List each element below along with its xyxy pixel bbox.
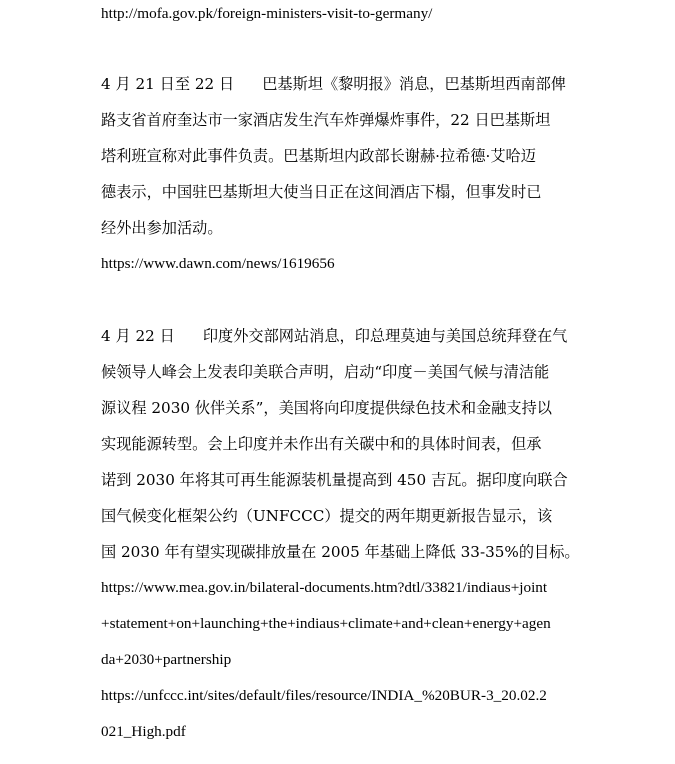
entry-2-line-6: 国气候变化框架公约（UNFCCC）提交的两年期更新报告显示，该 [101, 507, 553, 525]
source-link-mea-line-3[interactable]: da+2030+partnership [101, 651, 232, 668]
source-link-unfccc-line-2[interactable]: 021_High.pdf [101, 723, 186, 740]
source-link-mea-line-1[interactable]: https://www.mea.gov.in/bilateral-documents.htm?dtl/33821/indiaus+joint [101, 579, 548, 596]
entry-2-date: 4 月 22 日 [101, 327, 175, 345]
entry-2-line-3: 源议程 2030 伙伴关系”，美国将向印度提供绿色技术和金融支持以 [101, 399, 552, 417]
source-link-unfccc-line-1[interactable]: https://unfccc.int/sites/default/files/resource/INDIA_%20BUR-3_20.02.2 [101, 687, 547, 704]
entry-2-line-4: 实现能源转型。会上印度并未作出有关碳中和的具体时间表，但承 [101, 435, 542, 453]
entry-1-line-4: 德表示，中国驻巴基斯坦大使当日正在这间酒店下榻，但事发时已 [101, 183, 542, 201]
entry-2-line-7: 国 2030 年有望实现碳排放量在 2005 年基础上降低 33-35%的目标。 [101, 543, 580, 561]
source-link-dawn[interactable]: https://www.dawn.com/news/1619656 [101, 255, 335, 272]
entry-2-line-5: 诺到 2030 年将其可再生能源装机量提高到 450 吉瓦。据印度向联合 [101, 471, 568, 489]
entry-1-line-3: 塔利班宣称对此事件负责。巴基斯坦内政部长谢赫·拉希德·艾哈迈 [101, 147, 536, 165]
entry-1-line-1: 4 月 21 日至 22 日 巴基斯坦《黎明报》消息，巴基斯坦西南部俾 [101, 75, 566, 93]
entry-1-line-5: 经外出参加活动。 [101, 219, 223, 237]
source-link-mea-line-2[interactable]: +statement+on+launching+the+indiaus+climate+and+clean+energy+agen [101, 615, 551, 632]
entry-2-line-2: 候领导人峰会上发表印美联合声明，启动“印度－美国气候与清洁能 [101, 363, 550, 381]
entry-1-line-2: 路支省首府奎达市一家酒店发生汽车炸弹爆炸事件，22 日巴基斯坦 [101, 111, 551, 129]
entry-1-date: 4 月 21 日至 22 日 [101, 75, 235, 93]
entry-2-line-1: 4 月 22 日 印度外交部网站消息，印总理莫迪与美国总统拜登在气 [101, 327, 568, 345]
source-link-mofa[interactable]: http://mofa.gov.pk/foreign-ministers-visit-to-germany/ [101, 5, 433, 22]
